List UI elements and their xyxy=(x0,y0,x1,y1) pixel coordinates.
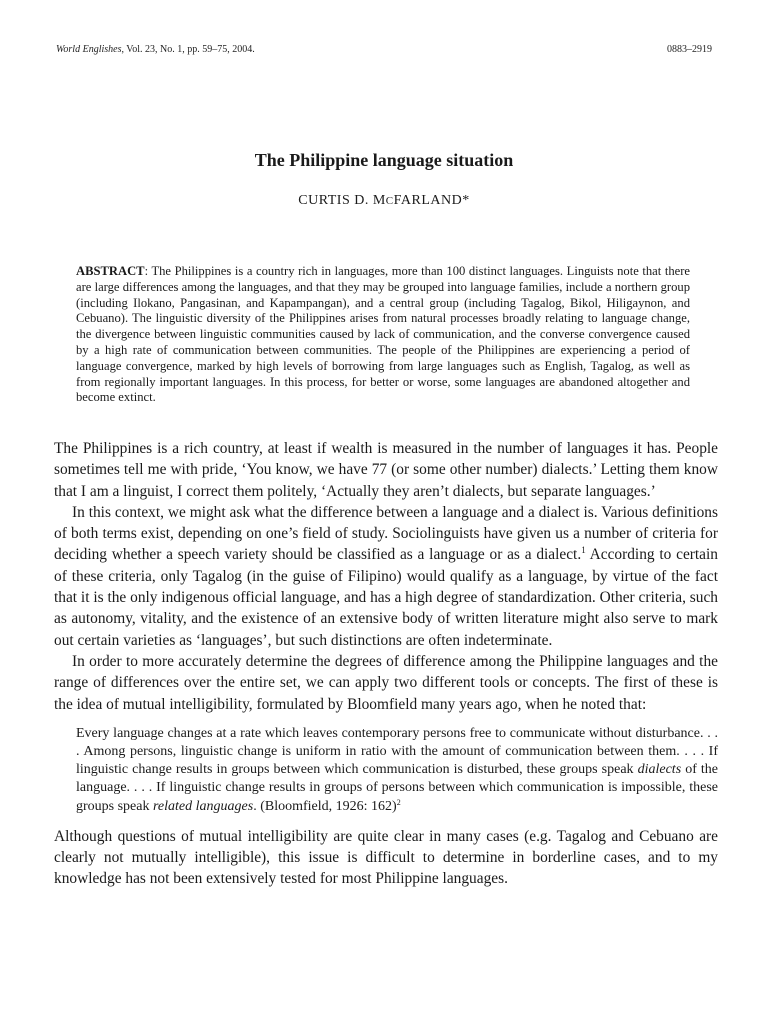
volume-info: , Vol. 23, No. 1, pp. 59–75, 2004. xyxy=(121,44,255,55)
quote-text: Every language changes at a rate which leaves contemporary persons free to communicate without disturbance. . . . Among persons, linguistic change is uniform in ratio with the amount of communication between them. . . . If linguistic change results in groups between which communication is disturbed, these groups speak xyxy=(76,725,718,778)
paragraph xyxy=(54,502,718,651)
paragraph: The Philippines is a rich country, at least if wealth is measured in the number of languages it has. People sometimes tell me with pride, ‘You know, we have 77 (or some other number) dialects.’ Letting them know that I am a linguist, I correct them politely, ‘Actually they aren’t dialects, but separate languages.’ xyxy=(54,440,718,500)
paragraph-text: In this context, we might ask what the difference between a language and a dialect is. Various definitions of both terms exist, depending on one’s field of study. Sociolinguists have given us a number of criteria for deciding whether a speech variety should be classified as a language or as a dialect. xyxy=(54,503,718,564)
author-name-part: CURTIS D. M xyxy=(298,193,386,208)
quote-citation: . (Bloomfield, 1926: 162) xyxy=(253,798,397,814)
block-quote xyxy=(76,725,718,816)
footnote-ref: 2 xyxy=(396,797,401,807)
footnote-ref: 1 xyxy=(581,545,586,556)
quote-emphasis: related languages xyxy=(153,798,254,814)
paragraph: Although questions of mutual intelligibility are quite clear in many cases (e.g. Tagalog and Cebuano are clearly not mutually intelligible), this issue is difficult to determine in borderline cases, and to my knowledge has not been extensively tested for most Philippine languages. xyxy=(54,827,718,888)
paragraph: In order to more accurately determine the degrees of difference among the Philippine languages and the range of differences over the entire set, we can apply two different tools or concepts. The first of these is the idea of mutual intelligibility, formulated by Bloomfield many years ago, when he noted that: xyxy=(54,652,718,713)
article-body xyxy=(54,438,718,890)
quote-text: of the language. . . . If linguistic change results in groups of persons between which communication is impossible, these groups speak xyxy=(76,762,719,814)
author-name-smallcaps: C xyxy=(385,195,394,207)
journal-citation xyxy=(56,44,255,55)
abstract-text: : The Philippines is a country rich in languages, more than 100 distinct languages. Linguists note that there are large differences among the languages, and that they may be grouped into language families, include a northern group (including Ilokano, Pangasinan, and Kapampangan), and a central group (including Tagalog, Bikol, Hiligaynon, and Cebuano). The linguistic diversity of the Philippines arises from natural processes broadly relating to language change, the divergence between linguistic communities caused by lack of communication, and the converse convergence caused by a high rate of communication between communities. The people of the Philippines are experiencing a period of language convergence, marked by high levels of borrowing from large languages such as English, Tagalog, as well as from regionally important languages. In this process, for better or worse, some languages are abandoned altogether and become extinct. xyxy=(76,264,690,405)
paragraph-text: According to certain of these criteria, only Tagalog (in the guise of Filipino) would qualify as a language, by virtue of the fact that it is the only indigenous official language, and has a high degree of standardization. Other criteria, such as autonomy, vitality, and the existence of an extensive body of written literature might also serve to mark out certain varieties as ‘languages’, but such distinctions are often indeterminate. xyxy=(54,546,718,649)
abstract xyxy=(76,264,690,406)
issn: 0883–2919 xyxy=(667,44,712,55)
abstract-label: ABSTRACT xyxy=(76,264,145,278)
article-title: The Philippine language situation xyxy=(254,150,514,170)
author-name xyxy=(0,193,768,209)
quote-emphasis: dialects xyxy=(637,762,682,778)
journal-name: World Englishes xyxy=(56,44,122,55)
running-head xyxy=(56,44,712,55)
author-name-part: FARLAND* xyxy=(393,193,470,208)
